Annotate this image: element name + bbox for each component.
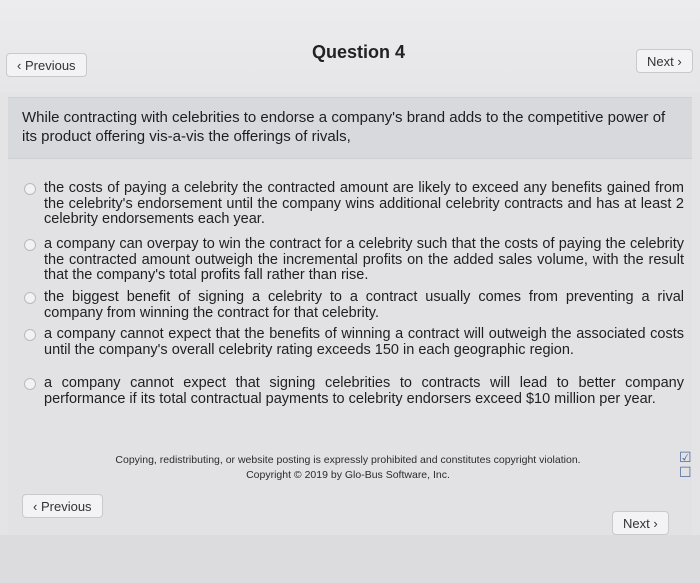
previous-label: Previous	[40, 499, 92, 514]
chevron-right-icon: ›	[653, 516, 658, 531]
chevron-left-icon: ‹	[33, 499, 38, 514]
chevron-left-icon: ‹	[17, 58, 22, 73]
copyright-notice	[68, 453, 628, 483]
option-label: a company cannot expect that the benefits of winning a contract will outweigh the associated costs until the company's overall celebrity rating exceeds 150 in each geographic region.	[44, 326, 684, 358]
option-label: a company can overpay to win the contract for a celebrity such that the costs of paying the celebrity the contracted amount outweigh the incremental profits on the added sales volume, with the result that the company's total profits fall rather than rise.	[44, 236, 684, 283]
option-label: the costs of paying a celebrity the contracted amount are likely to exceed any benefits gained from the celebrity's endorsement until the company wins additional celebrity contracts and has at least 2 celebrity endorsements each year.	[44, 180, 684, 227]
answer-option[interactable]	[24, 327, 684, 358]
question-panel	[8, 97, 692, 577]
radio-button[interactable]	[24, 183, 36, 195]
option-label: the biggest benefit of signing a celebrity to a contract usually comes from preventing a rival company from winning the contract for that celebrity.	[44, 289, 684, 321]
answer-option[interactable]	[24, 237, 684, 284]
chevron-right-icon: ›	[677, 54, 682, 69]
question-stem	[8, 97, 692, 159]
next-label: Next	[647, 54, 674, 69]
next-button-bottom[interactable]	[612, 511, 669, 535]
next-button-top[interactable]	[636, 49, 693, 73]
radio-button[interactable]	[24, 378, 36, 390]
edit-check-icon[interactable]	[679, 450, 695, 482]
copyright-owner: Copyright © 2019 by Glo-Bus Software, Inc.	[246, 469, 450, 481]
radio-button[interactable]	[24, 292, 36, 304]
option-label: a company cannot expect that signing celebrities to contracts will lead to better company performance if its total contractual payments to celebrity endorsers exceed $10 million per year.	[44, 375, 684, 407]
previous-button-bottom[interactable]	[22, 494, 103, 518]
answer-option[interactable]	[24, 290, 684, 321]
question-text: While contracting with celebrities to endorse a company's brand adds to the competitive power of its product offering vis-a-vis the offerings of rivals,	[22, 109, 666, 145]
previous-button-top[interactable]	[6, 53, 87, 77]
checkbox-checked-icon: ☑	[679, 449, 692, 465]
previous-label: Previous	[24, 58, 76, 73]
copyright-warning: Copying, redistributing, or website posting is expressly prohibited and constitutes copyright violation.	[115, 454, 581, 466]
answer-option[interactable]	[24, 376, 684, 407]
radio-button[interactable]	[24, 239, 36, 251]
checkbox-empty-icon: ☐	[679, 464, 692, 480]
bottom-strip	[0, 535, 700, 583]
answer-option[interactable]	[24, 181, 684, 228]
radio-button[interactable]	[24, 329, 36, 341]
next-label: Next	[623, 516, 650, 531]
page-title: Question 4	[312, 42, 406, 62]
